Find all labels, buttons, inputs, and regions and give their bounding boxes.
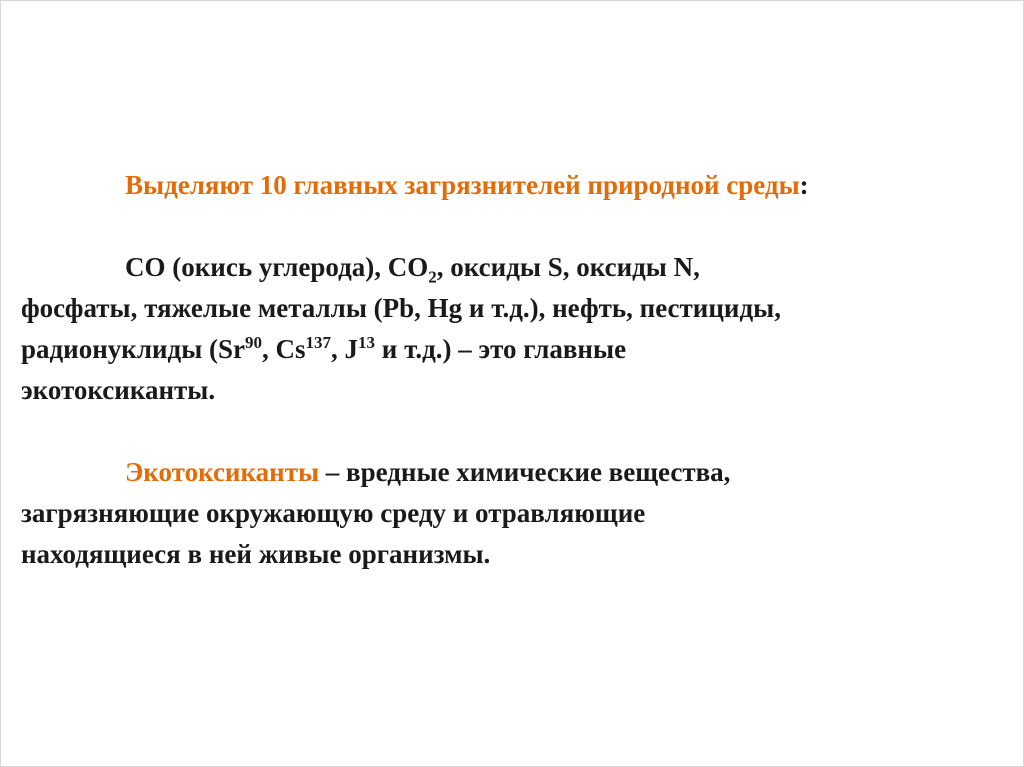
sr-superscript: 90 [245, 333, 263, 352]
cs-text: , Cs [262, 334, 306, 364]
j-superscript: 13 [358, 333, 376, 352]
co2-subscript: 2 [428, 267, 437, 287]
heading-line [21, 165, 1011, 206]
oxides-text: , оксиды S, оксиды N, [436, 252, 700, 282]
pollutants-paragraph [21, 247, 1011, 411]
co-text: СО (окись углерода), СО [125, 252, 429, 282]
definition-line-3: находящиеся в ней живые организмы. [21, 539, 491, 569]
definition-line-2: загрязняющие окружающую среду и отравляющие [21, 498, 646, 528]
heading-colon: : [799, 170, 809, 200]
pollutants-line-3 [21, 329, 1011, 370]
pollutants-line-2: фосфаты, тяжелые металлы (Pb, Hg и т.д.), нефть, пестициды, [21, 293, 781, 323]
spacer [21, 206, 1011, 247]
j-text: , J [331, 334, 359, 364]
definition-term: Экотоксиканты [125, 457, 320, 487]
heading-text: Выделяют 10 главных загрязнителей природной среды [125, 170, 800, 200]
spacer [21, 411, 1011, 452]
pollutants-line-1 [21, 247, 1011, 288]
slide-content [21, 165, 1011, 575]
definition-line-1 [21, 452, 1011, 493]
definition-paragraph [21, 452, 1011, 575]
definition-rest: – вредные химические вещества, [319, 457, 731, 487]
radionuclides-prefix: радионуклиды (Sr [21, 334, 246, 364]
radionuclides-suffix: и т.д.) – это главные [375, 334, 627, 364]
cs-superscript: 137 [305, 333, 332, 352]
pollutants-line-4: экотоксиканты. [21, 375, 216, 405]
